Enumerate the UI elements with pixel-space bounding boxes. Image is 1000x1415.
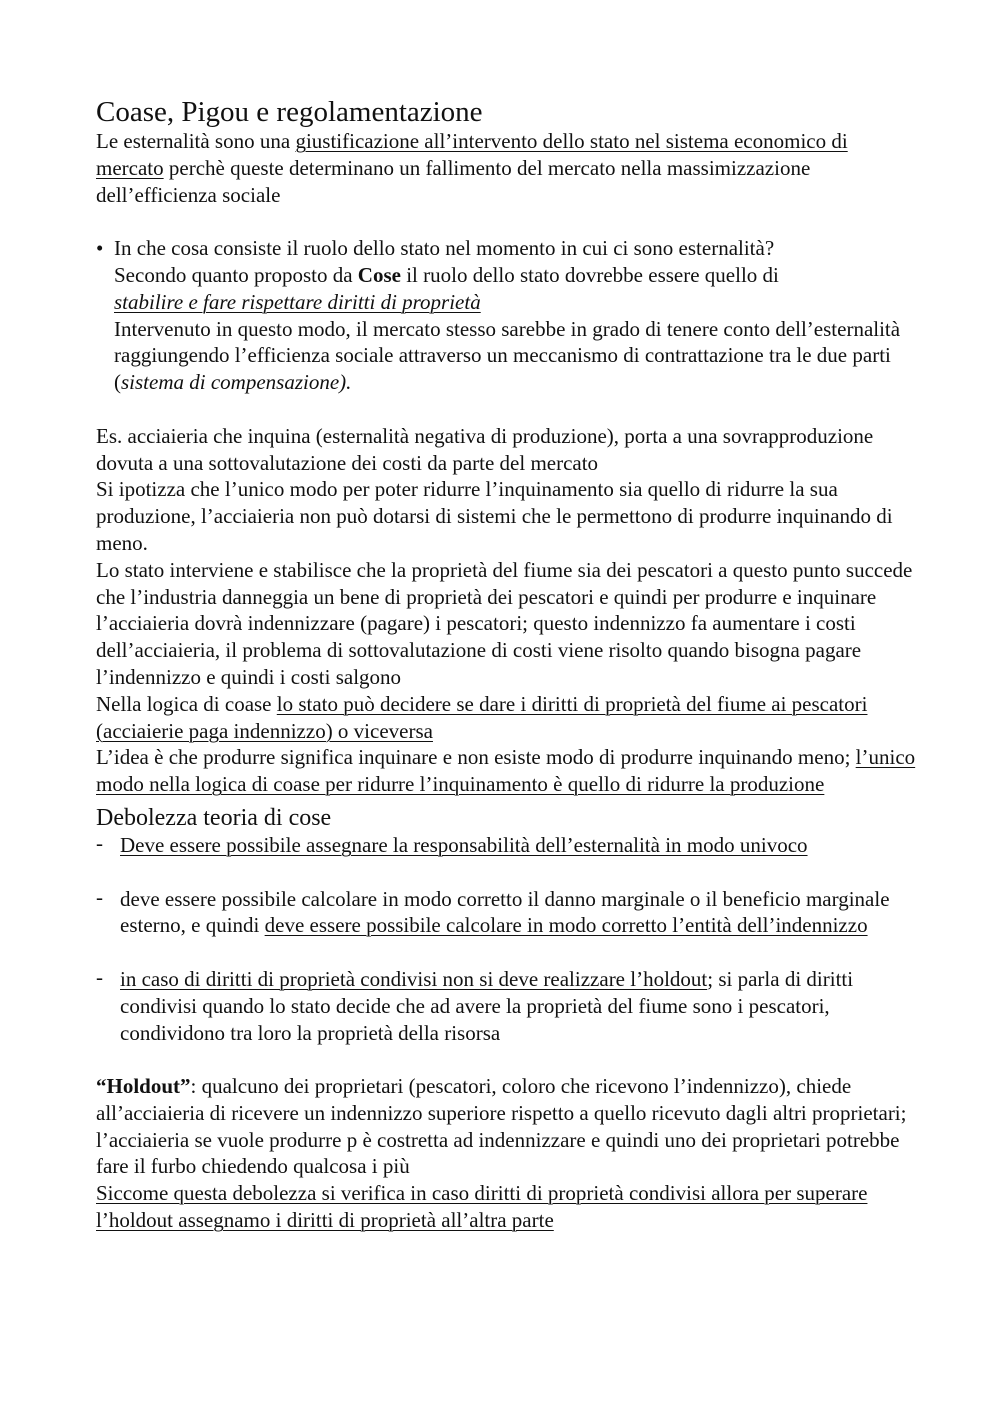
spacer: [96, 1046, 916, 1073]
intro-paragraph: [96, 128, 916, 208]
holdout-paragraph: [96, 1073, 916, 1180]
holdout-conclusion: [96, 1180, 916, 1234]
holdout-definition: : qualcuno dei proprietari (pescatori, coloro che ricevono l’indennizzo), chiede all’acciaieria di ricevere un indennizzo superiore rispetto a quello ricevuto dagli altri proprietari; l’acciaieria se vuole produrre p è costretta ad indennizzare e quindi uno dei proprietari potrebbe fare il furbo chiedendo qualcosa i più: [96, 1074, 907, 1179]
weakness-item-3: [96, 966, 916, 1046]
weakness-item-1: [96, 832, 916, 859]
example-paragraph-4: [96, 691, 916, 745]
spacer: [96, 939, 916, 966]
intro-text-start: Le esternalità sono una: [96, 129, 296, 153]
bullet-explanation-italic: sistema di compensazione).: [121, 370, 352, 395]
example-paragraph-1: Es. acciaieria che inquina (esternalità negativa di produzione), porta a una sovrapproduzione dovuta a una sottovalutazione dei costi da parte del mercato: [96, 423, 874, 475]
example-paragraph-3: Lo stato interviene e stabilisce che la proprietà del fiume sia dei pescatori a questo punto succede che l’industria danneggia un bene di proprietà dei pescatori e quindi per produrre e inquinare l’acciaieria dovrà indennizzare (pagare) i pescatori; questo indennizzo fa aumentare i costi dell’acciaieria, il problema di sottovalutazione di costi viene risolto quando bisogna pagare l’indennizzo e quindi i costi salgono: [96, 557, 913, 689]
bullet-item: [96, 235, 916, 396]
example-paragraph-5: [96, 744, 916, 798]
bullet-mark: •: [96, 236, 104, 261]
weakness-item-3-text: ; si parla di diritti condivisi quando lo stato decide che ad avere la proprietà del fiume sono i pescatori, condividono tra loro la proprietà della risorsa: [120, 966, 854, 1045]
example-p4-underlined: lo stato può decidere se dare i diritti di proprietà del fiume ai pescatori (acciaierie paga indennizzo) o viceversa: [96, 691, 868, 743]
bullet-explanation-text: Intervenuto in questo modo, il mercato stesso sarebbe in grado di tenere conto dell’esternalità raggiungendo l’efficienza sociale attraverso un meccanismo di contrattazione tra le due parti (: [114, 316, 901, 395]
example-paragraph-2: Si ipotizza che l’unico modo per poter ridurre l’inquinamento sia quello di ridurre la sua produzione, l’acciaieria non può dotarsi di sistemi che le permettono di produrre inquinando di meno.: [96, 477, 893, 555]
page-title: Coase, Pigou e regolamentazione: [96, 96, 483, 128]
dash-mark: -: [96, 830, 103, 855]
weakness-heading: Debolezza teoria di cose: [96, 804, 332, 831]
example-p4-text: Nella logica di coase: [96, 691, 277, 716]
spacer: [96, 208, 916, 235]
weakness-item-1-text: Deve essere possibile assegnare la responsabilità dell’esternalità in modo univoco: [120, 832, 808, 857]
holdout-conclusion-text: Siccome questa debolezza si verifica in caso diritti di proprietà condivisi allora per superare l’holdout assegnamo i diritti di proprietà all’altra parte: [96, 1181, 868, 1233]
holdout-term: “Holdout”: [96, 1074, 191, 1099]
document-page: [96, 96, 916, 1234]
bullet-answer-end: il ruolo dello stato dovrebbe essere quello di: [400, 262, 779, 287]
bullet-question: In che cosa consiste il ruolo dello stato nel momento in cui ci sono esternalità?: [114, 236, 775, 261]
spacer: [96, 859, 916, 886]
dash-mark: -: [96, 964, 103, 989]
example-p5-text: L’idea è che produrre significa inquinare e non esiste modo di produrre inquinando meno;: [96, 745, 856, 770]
weakness-item-2-text: deve essere possibile calcolare in modo corretto il danno marginale o il beneficio marginale esterno, e quindi: [120, 886, 890, 938]
bullet-answer-bold: Cose: [357, 262, 401, 287]
example-p5-underlined: l’unico modo nella logica di coase per ridurre l’inquinamento è quello di ridurre la produzione: [96, 745, 916, 797]
intro-underlined-text: giustificazione all’intervento dello stato nel sistema economico di mercato: [96, 129, 848, 180]
bullet-answer-start: Secondo quanto proposto da: [114, 262, 358, 287]
weakness-item-2-underlined: deve essere possibile calcolare in modo corretto l’entità dell’indennizzo: [264, 913, 868, 938]
intro-text-end: perchè queste determinano un fallimento del mercato nella massimizzazione dell’efficienza sociale: [96, 155, 811, 207]
bullet-answer: [114, 262, 916, 316]
spacer: [96, 396, 916, 423]
bullet-answer-emphasis: stabilire e fare rispettare diritti di proprietà: [114, 289, 481, 314]
weakness-item-2: [96, 886, 916, 940]
weakness-item-3-underlined: in caso di diritti di proprietà condivisi non si deve realizzare l’holdout: [120, 966, 708, 991]
bullet-explanation: [114, 316, 916, 396]
dash-mark: -: [96, 884, 103, 909]
